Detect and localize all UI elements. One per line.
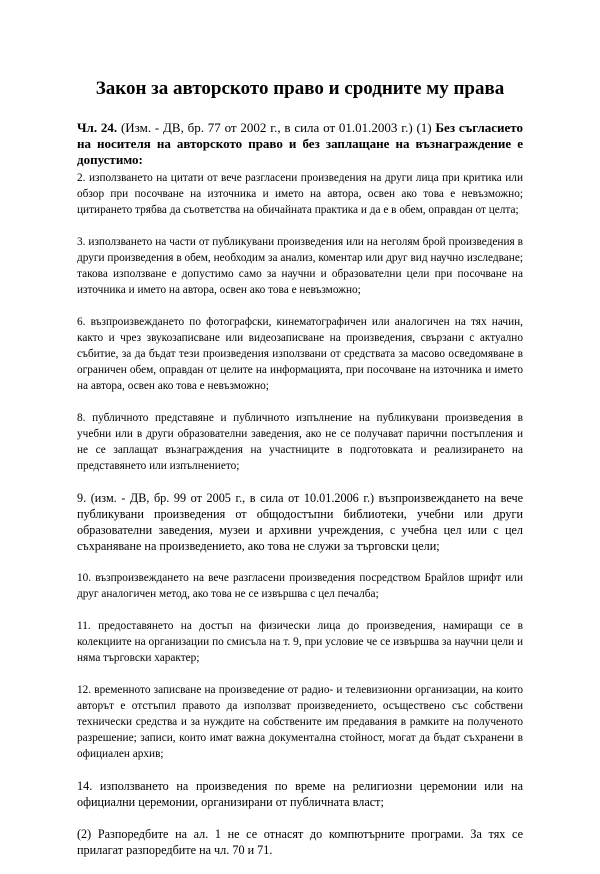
article-label: Чл. 24. <box>77 120 118 135</box>
list-item-10: 10. възпроизвеждането на вече разгласени произведения посредством Брайлов шрифт или друг аналогичен метод, ако това не се извършва с цел печалба; <box>77 572 523 600</box>
list-item-11: 11. предоставянето на достъп на физически лица до произведения, намиращи се в колекциите на организации по смисъла на т. 9, при условие че се извършва за научни цели и няма търговски характер; <box>77 620 523 664</box>
list-item-2: 2. използването на цитати от вече разгласени произведения на други лица при критика или обзор при посочване на източника и името на автора, освен ако това е невъзможно; цитирането трябва да съответства на обичайната практика и да е в обем, оправдан от целта; <box>77 172 523 216</box>
list-item-9: 9. (изм. - ДВ, бр. 99 от 2005 г., в сила от 10.01.2006 г.) възпроизвеждането на вече публикувани произведения от общодостъпни библиотеки, учебни или други образователни заведения, музеи и архивни учреждения, с учебна цел или с цел съхраняване на произведението, ако това не служи за търговски цели; <box>77 491 523 553</box>
list-item-14: 14. използването на произведения по време на религиозни церемонии или на официални церемонии, организирани от публичната власт; <box>77 779 523 809</box>
article-amendment: (Изм. - ДВ, бр. 77 от 2002 г., в сила от 01.01.2003 г.) (1) <box>117 120 436 135</box>
list-item-12: 12. временното записване на произведение от радио- и телевизионни организации, на които авторът е отстъпил правото да използват произведението, осъществено със собствени технически средства и за нуждите на собствените им предавания в рамките на полученото разрешение; записи, които имат важна документална стойност, могат да бъдат съхранени в официален архив; <box>77 684 523 760</box>
document-title: Закон за авторското право и сродните му права <box>95 78 505 99</box>
article-heading <box>77 120 523 168</box>
article-lead-text: Без съгласието на носителя на авторското право и без заплащане на възнаграждение е допустимо: <box>77 120 523 167</box>
article-items <box>77 170 523 874</box>
paragraph-2: (2) Разпоредбите на ал. 1 не се отнасят до компютърните програми. За тях се прилагат разпоредбите на чл. 70 и 71. <box>77 827 523 857</box>
list-item-6: 6. възпроизвеждането по фотографски, кинематографичен или аналогичен на тях начин, както и чрез звукозаписване или видеозаписване на произведения, свързани с актуално събитие, за да бъдат тези произведения използвани от средствата за масово осведомяване в ограничен обем, оправдан от целите на информацията, при посочване на източника и името на автора, освен ако това е невъзможно; <box>77 316 523 392</box>
list-item-3: 3. използването на части от публикувани произведения или на неголям брой произведения в други произведения в обем, необходим за анализ, коментар или друг вид научно изследване; такова използване е допустимо само за научни и образователни цели при посочване на източника и името на автора, освен ако това е невъзможно; <box>77 236 523 296</box>
list-item-8: 8. публичното представяне и публичното изпълнение на публикувани произведения в учебни или в други образователни заведения, ако не се получават парични постъпления и не се заплащат възнаграждения на участниците в подготовката и реализирането на представянето или изпълнението; <box>77 412 523 472</box>
